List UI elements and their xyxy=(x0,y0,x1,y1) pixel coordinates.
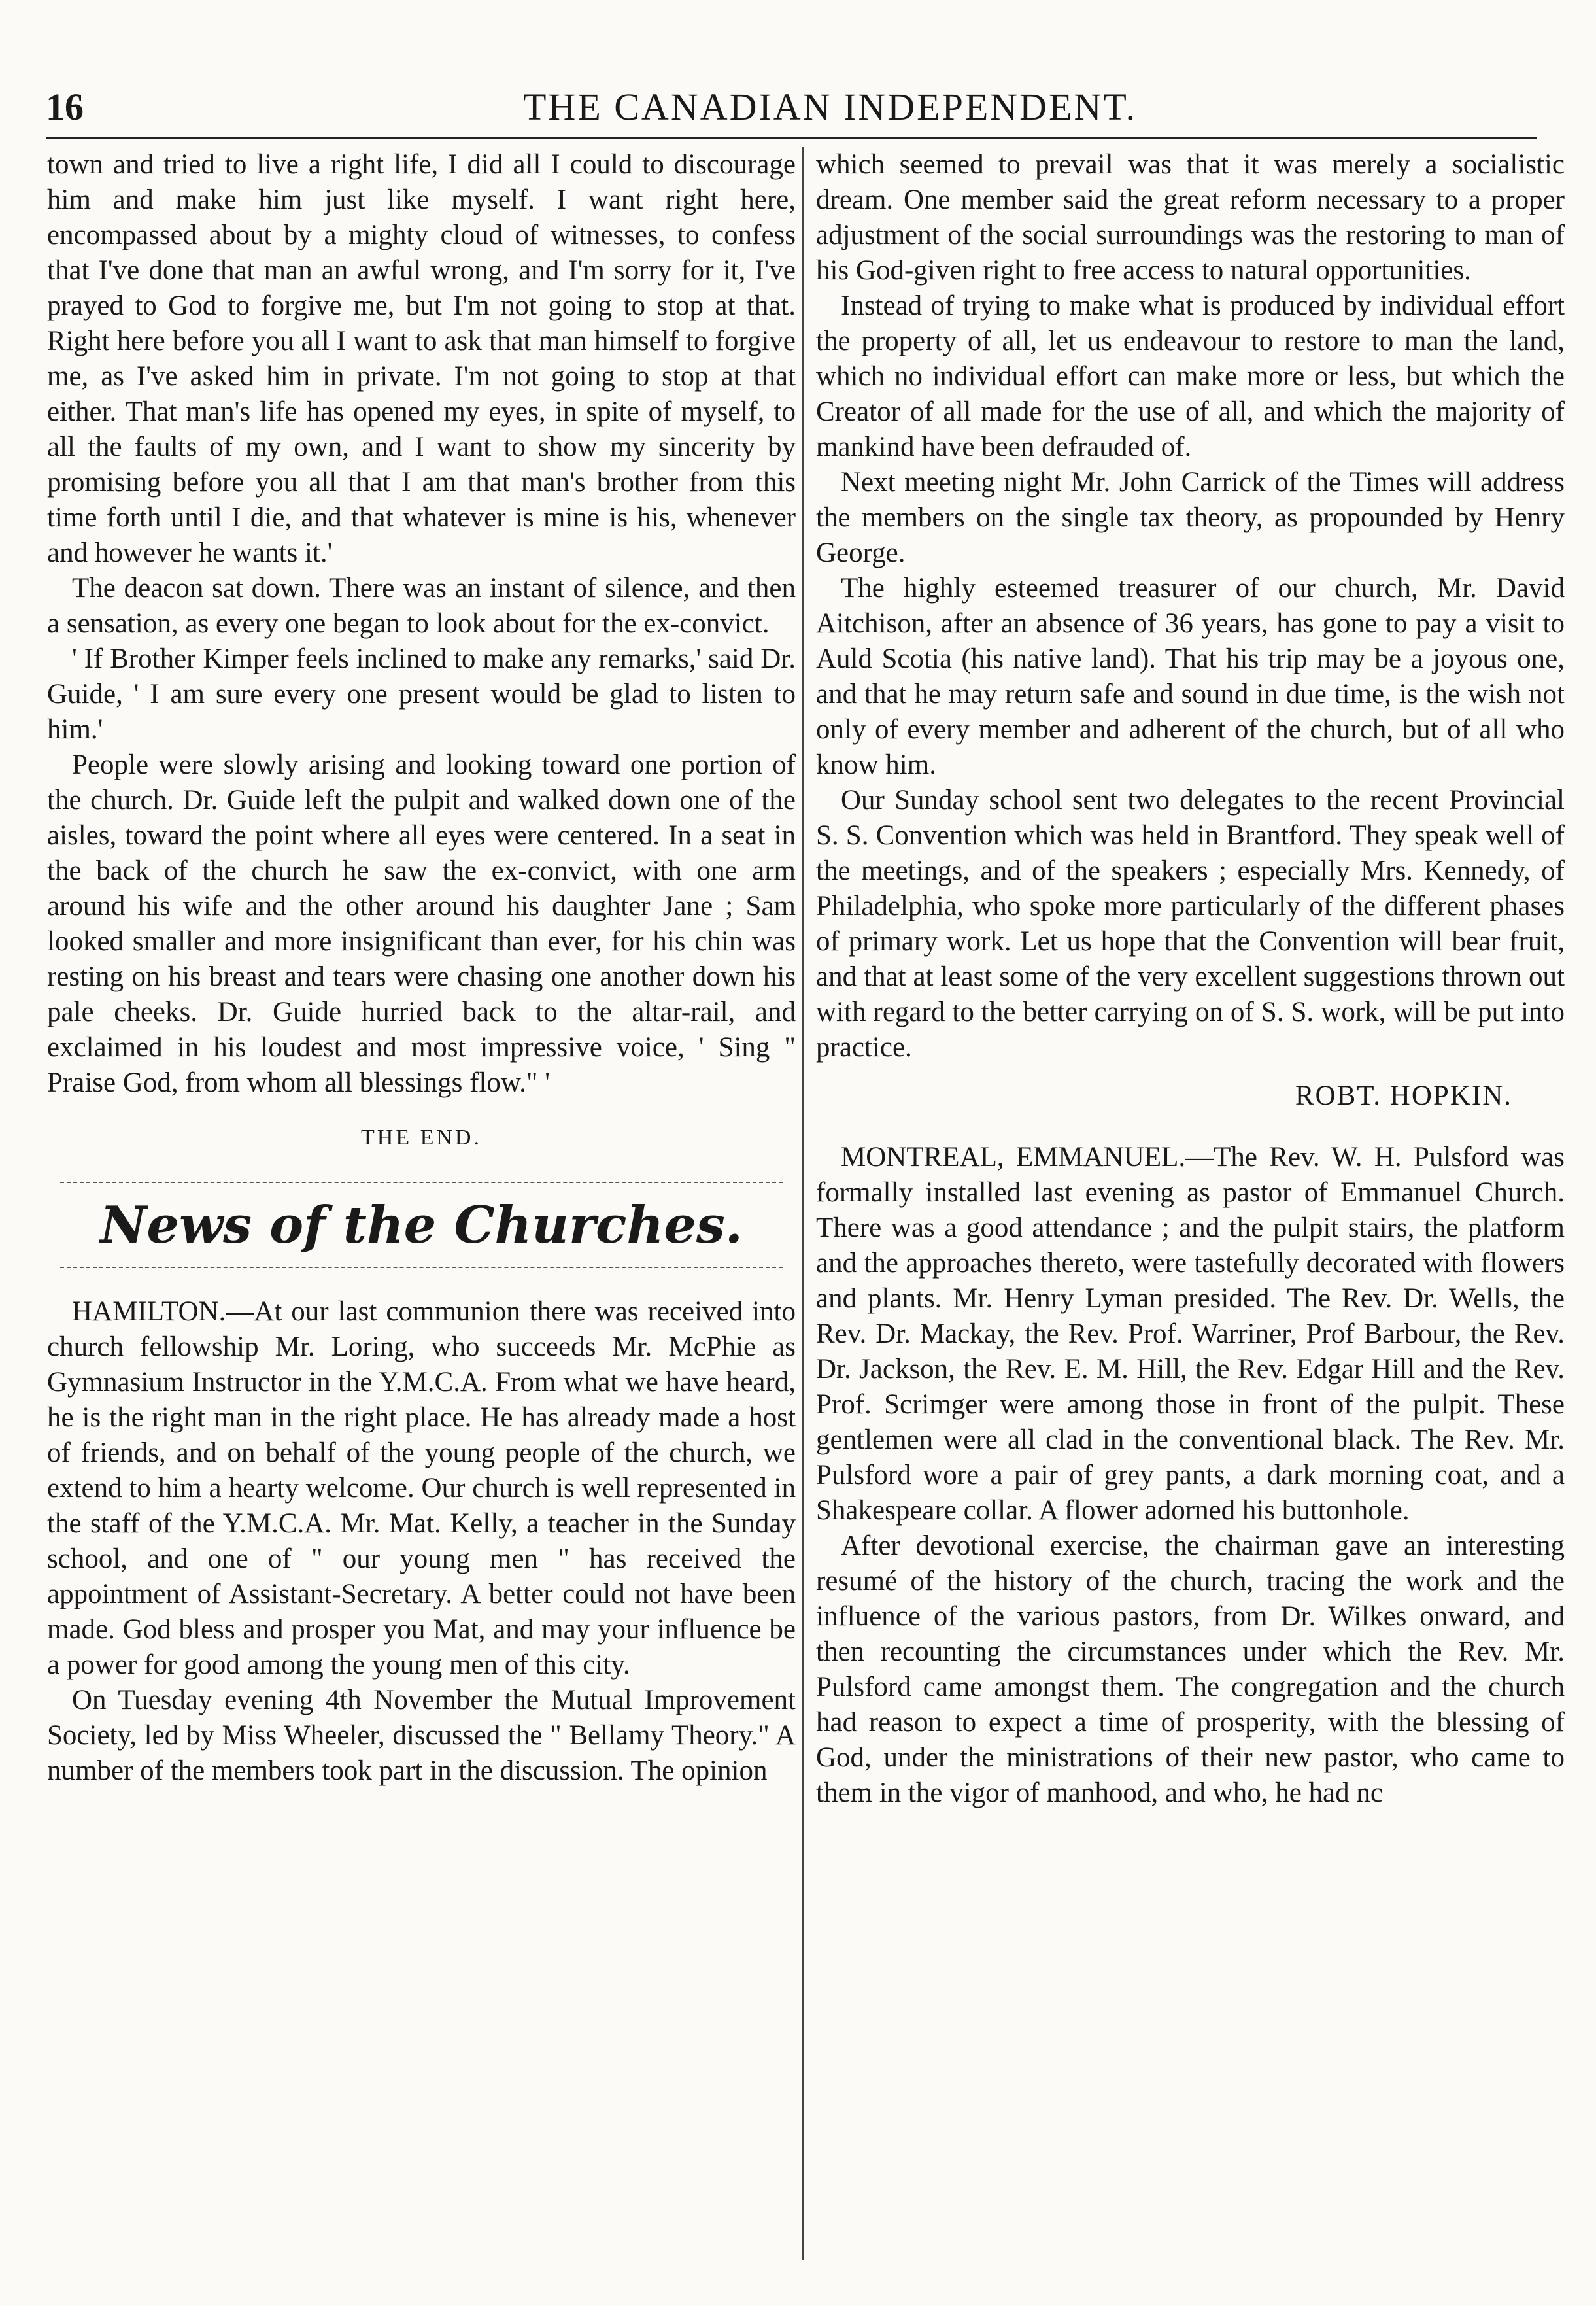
section-title: News of the Churches. xyxy=(100,1196,743,1255)
story-paragraph: town and tried to live a right life, I did all I could to discourage him and make him just like myself. I want right here, encompassed about by a mighty cloud of witnesses, to confess that I've done that man an awful wrong, and I'm sorry for it, I've prayed to God to forgive me, but I'm not going to stop at that. Right here before you all I want to ask that man himself to forgive me, as I've asked him in private. I'm not going to stop at that either. That man's life has opened my eyes, in spite of myself, to all the faults of my own, and I want to show my sincerity by promising before you all that I am that man's brother from this time forth until I die, and that whatever is mine is his, whenever and however he wants it.' xyxy=(47,149,796,568)
story-paragraph: ' If Brother Kimper feels inclined to make any remarks,' said Dr. Guide, ' I am sure every one present would be glad to listen to him.' xyxy=(47,644,796,745)
left-column xyxy=(47,147,796,1789)
news-paragraph: HAMILTON.—At our last communion there was received into church fellowship Mr. Loring, who succeeds Mr. McPhie as Gymnasium Instructor in the Y.M.C.A. From what we have heard, he is the right man in the right place. He has already made a host of friends, and on behalf of the young people of the church, we extend to him a hearty welcome. Our church is well represented in the staff of the Y.M.C.A. Mr. Mat. Kelly, a teacher in the Sunday school, and one of " our young men " has received the appointment of Assistant-Secretary. A better could not have been made. God bless and prosper you Mat, and may your influence be a power for good among the young men of this city. xyxy=(47,1296,796,1680)
news-paragraph: Instead of trying to make what is produced by individual effort the property of all, let us endeavour to restore to man the land, which no individual effort can make more or less, but which the Creator of all made for the use of all, and which the majority of mankind have been defrauded of. xyxy=(816,290,1565,462)
news-paragraph: After devotional exercise, the chairman gave an interesting resumé of the history of the church, tracing the work and the influence of the various pastors, from Dr. Wilkes onward, and then recounting the circumstances under which the Rev. Mr. Pulsford came amongst them. The congregation and the church had reason to expect a time of prosperity, with the blessing of God, under the ministrations of their new pastor, who came to them in the vigor of manhood, and who, he had nc xyxy=(816,1530,1565,1808)
news-paragraph: Our Sunday school sent two delegates to the recent Provincial S. S. Convention which was held in Brantford. They speak well of the meetings, and of the speakers ; especially Mrs. Kennedy, of Philadelphia, who spoke more particularly of the different phases of primary work. Let us hope that the Convention will bear fruit, and that at least some of the very excellent suggestions thrown out with regard to the better carrying on of S. S. work, will be put into practice. xyxy=(816,785,1565,1063)
news-paragraph: which seemed to prevail was that it was merely a socialistic dream. One member said the great reform necessary to a proper adjustment of the social surroundings was the restoring to man of his God-given right to free access to natural opportunities. xyxy=(816,149,1565,286)
the-end-label: THE END. xyxy=(361,1126,482,1150)
journal-title: THE CANADIAN INDEPENDENT. xyxy=(523,86,1137,128)
header-rule xyxy=(46,137,1537,139)
right-column xyxy=(816,147,1565,1811)
section-gap xyxy=(47,1268,796,1294)
news-paragraph: On Tuesday evening 4th November the Mutual Improvement Society, led by Miss Wheeler, discussed the " Bellamy Theory." A number of the members took part in the discussion. The opinion xyxy=(47,1685,796,1786)
story-paragraph: The deacon sat down. There was an instant of silence, and then a sensation, as every one began to look about for the ex-convict. xyxy=(47,573,796,639)
news-paragraph: The highly esteemed treasurer of our church, Mr. David Aitchison, after an absence of 36 years, has gone to pay a visit to Auld Scotia (his native land). That his trip may be a joyous one, and that he may return safe and sound in due time, is the wish not only of every member and adherent of the church, but of all who know him. xyxy=(816,573,1565,780)
section-rule-top xyxy=(60,1182,783,1183)
page-header xyxy=(46,85,1537,137)
news-paragraph: Next meeting night Mr. John Carrick of the Times will address the members on the single tax theory, as propounded by Henry George. xyxy=(816,467,1565,568)
signature: ROBT. HOPKIN. xyxy=(1295,1080,1512,1111)
news-paragraph: MONTREAL, EMMANUEL.—The Rev. W. H. Pulsford was formally installed last evening as pastor of Emmanuel Church. There was a good attendance ; and the pulpit stairs, the platform and the approaches thereto, were tastefully decorated with flowers and plants. Mr. Henry Lyman presided. The Rev. Dr. Wells, the Rev. Dr. Mackay, the Rev. Prof. Warriner, Prof Barbour, the Rev. Dr. Jackson, the Rev. E. M. Hill, the Rev. Edgar Hill and the Rev. Prof. Scrimger were among those in front of the pulpit. These gentlemen were all clad in the conventional black. The Rev. Mr. Pulsford wore a pair of grey pants, a dark morning coat, and a Shakespeare collar. A flower adorned his buttonhole. xyxy=(816,1142,1565,1526)
column-rule xyxy=(802,147,804,2260)
story-paragraph: People were slowly arising and looking toward one portion of the church. Dr. Guide left the pulpit and walked down one of the aisles, toward the point where all eyes were centered. In a seat in the back of the church he saw the ex-convict, with one arm around his wife and the other around his daughter Jane ; Sam looked smaller and more insignificant than ever, for his chin was resting on his breast and tears were chasing one another down his pale cheeks. Dr. Guide hurried back to the altar-rail, and exclaimed in his loudest and most impressive voice, ' Sing " Praise God, from whom all blessings flow." ' xyxy=(47,749,796,1098)
page-number: 16 xyxy=(46,86,84,128)
